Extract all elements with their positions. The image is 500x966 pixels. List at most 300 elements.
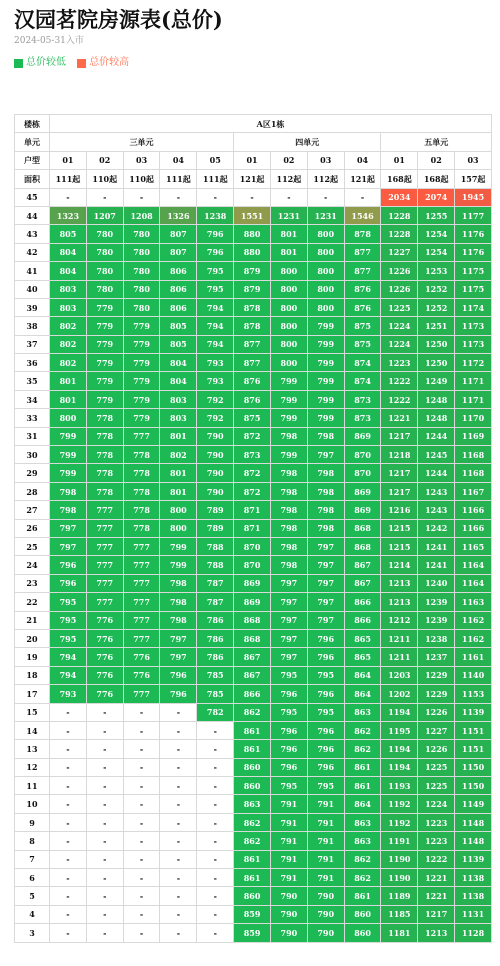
price-cell: 868 <box>344 519 381 537</box>
price-cell: 876 <box>344 280 381 298</box>
price-cell: 793 <box>197 372 234 390</box>
price-cell: 1148 <box>455 832 492 850</box>
price-cell: 799 <box>307 390 344 408</box>
price-cell: - <box>123 740 160 758</box>
price-table-body <box>15 115 492 943</box>
price-cell: 873 <box>234 446 271 464</box>
price-cell: 791 <box>307 795 344 813</box>
price-cell: 798 <box>307 482 344 500</box>
floor-label: 42 <box>15 243 50 261</box>
price-cell: 1231 <box>307 206 344 224</box>
price-cell: - <box>50 905 87 923</box>
price-cell: - <box>86 795 123 813</box>
price-cell: 790 <box>197 482 234 500</box>
price-cell: 800 <box>270 280 307 298</box>
price-cell: 1223 <box>418 832 455 850</box>
price-cell: 801 <box>160 464 197 482</box>
price-cell: - <box>160 740 197 758</box>
price-cell: - <box>123 850 160 868</box>
building-label: 楼栋 <box>15 115 50 133</box>
price-cell: 792 <box>197 409 234 427</box>
price-cell: - <box>197 795 234 813</box>
price-cell: 1221 <box>418 869 455 887</box>
price-cell: 795 <box>307 666 344 684</box>
price-cell: 799 <box>50 446 87 464</box>
price-cell: 1252 <box>418 298 455 316</box>
price-cell: 1244 <box>418 427 455 445</box>
unit-label: 单元 <box>15 133 50 151</box>
price-cell: 799 <box>307 409 344 427</box>
price-cell: - <box>160 795 197 813</box>
price-cell: 776 <box>86 629 123 647</box>
price-cell: 1239 <box>418 593 455 611</box>
type-cell: 01 <box>50 151 87 169</box>
price-cell: - <box>123 832 160 850</box>
price-cell: 1326 <box>160 206 197 224</box>
floor-label: 45 <box>15 188 50 206</box>
price-cell: 1223 <box>418 813 455 831</box>
price-cell: 787 <box>197 574 234 592</box>
price-cell: 1170 <box>455 409 492 427</box>
price-cell: 780 <box>123 280 160 298</box>
price-cell: 1254 <box>418 225 455 243</box>
price-cell: 873 <box>344 409 381 427</box>
table-row <box>15 887 492 905</box>
floor-label: 19 <box>15 648 50 666</box>
price-cell: 1192 <box>381 813 418 831</box>
price-cell: 778 <box>86 464 123 482</box>
unit-name: 四单元 <box>234 133 381 151</box>
price-cell: 1139 <box>455 703 492 721</box>
price-cell: 798 <box>270 427 307 445</box>
price-cell: 801 <box>160 427 197 445</box>
price-cell: - <box>50 188 87 206</box>
price-cell: - <box>160 758 197 776</box>
price-cell: 1174 <box>455 298 492 316</box>
price-cell: 799 <box>307 335 344 353</box>
price-cell: 807 <box>160 243 197 261</box>
legend-item-low <box>14 57 66 69</box>
price-cell: 795 <box>50 593 87 611</box>
price-cell: 794 <box>197 298 234 316</box>
area-cell: 168起 <box>381 170 418 188</box>
legend-label-high: 总价较高 <box>89 57 130 68</box>
price-cell: 794 <box>50 666 87 684</box>
price-cell: 1222 <box>381 372 418 390</box>
floor-label: 38 <box>15 317 50 335</box>
price-cell: 798 <box>307 427 344 445</box>
area-cell: 121起 <box>344 170 381 188</box>
floor-label: 22 <box>15 593 50 611</box>
price-cell: - <box>160 924 197 942</box>
price-cell: 779 <box>123 335 160 353</box>
price-cell: 780 <box>86 280 123 298</box>
price-cell: 1238 <box>418 629 455 647</box>
price-cell: 791 <box>270 813 307 831</box>
price-cell: 806 <box>160 298 197 316</box>
type-cell: 03 <box>123 151 160 169</box>
price-cell: 799 <box>160 556 197 574</box>
price-cell: 796 <box>197 225 234 243</box>
table-row <box>15 740 492 758</box>
price-cell: 1228 <box>381 206 418 224</box>
floor-label: 7 <box>15 850 50 868</box>
price-cell: 790 <box>197 446 234 464</box>
price-cell: 801 <box>270 225 307 243</box>
price-cell: 806 <box>160 280 197 298</box>
price-cell: 794 <box>197 335 234 353</box>
price-cell: 797 <box>307 611 344 629</box>
price-cell: - <box>197 188 234 206</box>
price-cell: 864 <box>344 685 381 703</box>
price-cell: 1237 <box>418 648 455 666</box>
table-row <box>15 924 492 942</box>
legend-swatch-low <box>14 59 23 68</box>
price-cell: 791 <box>270 795 307 813</box>
price-cell: 1149 <box>455 795 492 813</box>
price-cell: 780 <box>123 225 160 243</box>
price-cell: 1227 <box>418 721 455 739</box>
price-cell: 800 <box>270 354 307 372</box>
type-cell: 03 <box>307 151 344 169</box>
floor-label: 4 <box>15 905 50 923</box>
price-cell: 1224 <box>381 317 418 335</box>
price-cell: 1248 <box>418 409 455 427</box>
price-cell: 1176 <box>455 243 492 261</box>
price-cell: - <box>197 850 234 868</box>
price-cell: 1251 <box>418 317 455 335</box>
floor-label: 6 <box>15 869 50 887</box>
price-cell: 776 <box>123 648 160 666</box>
price-cell: 785 <box>197 666 234 684</box>
price-cell: - <box>123 188 160 206</box>
price-cell: 1213 <box>381 574 418 592</box>
price-cell: 869 <box>344 501 381 519</box>
price-cell: 1194 <box>381 703 418 721</box>
price-cell: 776 <box>86 648 123 666</box>
price-cell: 1207 <box>86 206 123 224</box>
table-row <box>15 832 492 850</box>
price-cell: 1226 <box>418 740 455 758</box>
price-cell: 1176 <box>455 225 492 243</box>
table-row <box>15 611 492 629</box>
price-cell: 862 <box>234 832 271 850</box>
table-row <box>15 409 492 427</box>
price-cell: 859 <box>234 924 271 942</box>
price-cell: 779 <box>86 372 123 390</box>
price-cell: - <box>50 832 87 850</box>
price-cell: 798 <box>307 464 344 482</box>
table-row <box>15 390 492 408</box>
price-cell: 1203 <box>381 666 418 684</box>
price-cell: - <box>160 905 197 923</box>
price-cell: 876 <box>234 372 271 390</box>
type-cell: 03 <box>455 151 492 169</box>
table-row <box>15 777 492 795</box>
price-cell: 1222 <box>418 850 455 868</box>
price-cell: 870 <box>344 446 381 464</box>
table-row <box>15 574 492 592</box>
price-cell: 776 <box>123 666 160 684</box>
floor-label: 37 <box>15 335 50 353</box>
floor-label: 15 <box>15 703 50 721</box>
table-row <box>15 648 492 666</box>
table-row <box>15 758 492 776</box>
price-cell: - <box>86 813 123 831</box>
price-cell: 804 <box>50 243 87 261</box>
price-cell: 803 <box>160 409 197 427</box>
table-row <box>15 813 492 831</box>
price-cell: 791 <box>270 869 307 887</box>
price-cell: 870 <box>344 464 381 482</box>
price-cell: 790 <box>270 887 307 905</box>
price-cell: - <box>50 924 87 942</box>
table-row <box>15 335 492 353</box>
price-cell: 1131 <box>455 905 492 923</box>
price-cell: 1167 <box>455 482 492 500</box>
floor-label: 35 <box>15 372 50 390</box>
price-cell: 795 <box>307 777 344 795</box>
price-cell: - <box>123 758 160 776</box>
price-cell: 779 <box>123 409 160 427</box>
type-cell: 04 <box>160 151 197 169</box>
price-cell: - <box>197 905 234 923</box>
price-cell: 1189 <box>381 887 418 905</box>
price-cell: 1250 <box>418 354 455 372</box>
price-cell: 1208 <box>123 206 160 224</box>
legend-item-high <box>77 57 129 69</box>
price-cell: 796 <box>307 648 344 666</box>
floor-label: 10 <box>15 795 50 813</box>
price-cell: 791 <box>307 869 344 887</box>
price-cell: 861 <box>234 850 271 868</box>
price-cell: 1243 <box>418 501 455 519</box>
price-cell: 867 <box>234 648 271 666</box>
price-cell: 797 <box>160 648 197 666</box>
price-cell: 797 <box>307 574 344 592</box>
price-cell: 777 <box>86 519 123 537</box>
price-cell: 1225 <box>381 298 418 316</box>
price-cell: 807 <box>160 225 197 243</box>
price-cell: 1255 <box>418 206 455 224</box>
price-cell: 777 <box>86 537 123 555</box>
price-cell: 865 <box>344 629 381 647</box>
floor-label: 5 <box>15 887 50 905</box>
price-cell: 1193 <box>381 777 418 795</box>
price-cell: 867 <box>234 666 271 684</box>
price-cell: 777 <box>86 556 123 574</box>
price-cell: - <box>86 758 123 776</box>
price-cell: - <box>160 869 197 887</box>
price-cell: - <box>160 188 197 206</box>
price-cell: - <box>307 188 344 206</box>
price-cell: - <box>86 740 123 758</box>
table-row <box>15 262 492 280</box>
price-cell: 876 <box>234 390 271 408</box>
price-cell: 799 <box>307 317 344 335</box>
floor-label: 12 <box>15 758 50 776</box>
price-cell: 801 <box>50 372 87 390</box>
price-cell: 2074 <box>418 188 455 206</box>
table-row <box>15 905 492 923</box>
price-cell: 868 <box>344 537 381 555</box>
price-cell: 867 <box>344 574 381 592</box>
price-cell: 800 <box>270 317 307 335</box>
price-cell: 802 <box>50 335 87 353</box>
price-cell: 777 <box>123 427 160 445</box>
price-cell: 870 <box>234 537 271 555</box>
price-cell: 1161 <box>455 648 492 666</box>
price-cell: 862 <box>344 740 381 758</box>
table-row <box>15 795 492 813</box>
floor-label: 27 <box>15 501 50 519</box>
price-cell: 777 <box>123 685 160 703</box>
price-cell: 779 <box>86 390 123 408</box>
price-cell: 790 <box>307 924 344 942</box>
price-cell: 804 <box>50 262 87 280</box>
price-cell: 1202 <box>381 685 418 703</box>
price-cell: 1151 <box>455 740 492 758</box>
price-cell: 786 <box>197 611 234 629</box>
price-cell: 1225 <box>418 777 455 795</box>
price-cell: 1222 <box>381 390 418 408</box>
price-cell: 796 <box>307 740 344 758</box>
floor-label: 31 <box>15 427 50 445</box>
floor-label: 24 <box>15 556 50 574</box>
unit-name: 五单元 <box>381 133 492 151</box>
price-cell: 1175 <box>455 262 492 280</box>
price-cell: - <box>86 188 123 206</box>
price-cell: 795 <box>270 703 307 721</box>
price-cell: 778 <box>123 482 160 500</box>
price-cell: 1217 <box>381 427 418 445</box>
area-cell: 110起 <box>86 170 123 188</box>
price-cell: 1169 <box>455 427 492 445</box>
price-cell: - <box>197 740 234 758</box>
price-cell: 864 <box>344 666 381 684</box>
price-cell: 795 <box>270 777 307 795</box>
area-cell: 111起 <box>160 170 197 188</box>
price-cell: - <box>123 721 160 739</box>
price-cell: - <box>86 887 123 905</box>
price-cell: 800 <box>270 298 307 316</box>
price-cell: 780 <box>123 298 160 316</box>
price-cell: 799 <box>160 537 197 555</box>
price-cell: 1221 <box>381 409 418 427</box>
price-cell: 1250 <box>418 335 455 353</box>
price-cell: 1227 <box>381 243 418 261</box>
price-cell: 1212 <box>381 611 418 629</box>
price-cell: 1238 <box>197 206 234 224</box>
price-cell: 1211 <box>381 648 418 666</box>
price-cell: 799 <box>270 446 307 464</box>
price-cell: 796 <box>270 721 307 739</box>
area-label: 面积 <box>15 170 50 188</box>
price-cell: 859 <box>234 905 271 923</box>
type-cell: 02 <box>418 151 455 169</box>
table-row <box>15 869 492 887</box>
price-cell: 792 <box>197 390 234 408</box>
floor-label: 25 <box>15 537 50 555</box>
price-cell: 1218 <box>381 446 418 464</box>
price-cell: 1140 <box>455 666 492 684</box>
area-cell: 168起 <box>418 170 455 188</box>
price-cell: 795 <box>197 280 234 298</box>
price-cell: 1551 <box>234 206 271 224</box>
table-row <box>15 593 492 611</box>
price-cell: 800 <box>270 335 307 353</box>
price-cell: 1213 <box>381 593 418 611</box>
table-row <box>15 243 492 261</box>
price-cell: 1162 <box>455 611 492 629</box>
price-cell: 796 <box>307 758 344 776</box>
price-cell: 860 <box>234 777 271 795</box>
price-cell: 1150 <box>455 758 492 776</box>
table-row <box>15 482 492 500</box>
price-cell: 1172 <box>455 354 492 372</box>
price-cell: 1228 <box>381 225 418 243</box>
price-cell: 862 <box>234 703 271 721</box>
price-cell: 798 <box>50 482 87 500</box>
price-cell: 861 <box>234 869 271 887</box>
price-cell: 1217 <box>418 905 455 923</box>
price-cell: 796 <box>270 740 307 758</box>
price-cell: 779 <box>123 354 160 372</box>
price-cell: 1138 <box>455 869 492 887</box>
price-cell: 785 <box>197 685 234 703</box>
price-cell: 779 <box>123 390 160 408</box>
price-cell: - <box>160 813 197 831</box>
floor-label: 34 <box>15 390 50 408</box>
price-cell: 797 <box>50 519 87 537</box>
price-cell: - <box>86 924 123 942</box>
price-cell: 778 <box>86 482 123 500</box>
price-cell: 798 <box>160 574 197 592</box>
price-cell: 1243 <box>418 482 455 500</box>
price-cell: 861 <box>344 758 381 776</box>
price-cell: 1213 <box>418 924 455 942</box>
legend-label-low: 总价较低 <box>26 57 66 68</box>
floor-label: 26 <box>15 519 50 537</box>
price-cell: 804 <box>160 372 197 390</box>
price-cell: 1249 <box>418 372 455 390</box>
price-cell: 799 <box>307 372 344 390</box>
price-cell: 875 <box>344 317 381 335</box>
price-cell: 1215 <box>381 537 418 555</box>
price-cell: 1216 <box>381 501 418 519</box>
price-cell: 791 <box>307 832 344 850</box>
price-cell: 880 <box>234 243 271 261</box>
price-cell: 873 <box>344 390 381 408</box>
price-cell: 796 <box>307 685 344 703</box>
price-cell: 778 <box>123 519 160 537</box>
price-cell: 1242 <box>418 519 455 537</box>
price-cell: 778 <box>123 501 160 519</box>
price-cell: 795 <box>270 666 307 684</box>
price-cell: 862 <box>234 813 271 831</box>
price-cell: 1254 <box>418 243 455 261</box>
price-cell: 1128 <box>455 924 492 942</box>
price-cell: 798 <box>307 519 344 537</box>
area-cell: 157起 <box>455 170 492 188</box>
price-cell: 805 <box>160 335 197 353</box>
price-cell: 790 <box>197 464 234 482</box>
price-cell: 793 <box>50 685 87 703</box>
floor-label: 44 <box>15 206 50 224</box>
price-cell: 797 <box>307 537 344 555</box>
price-cell: 861 <box>344 777 381 795</box>
building-name: A区1栋 <box>50 115 492 133</box>
